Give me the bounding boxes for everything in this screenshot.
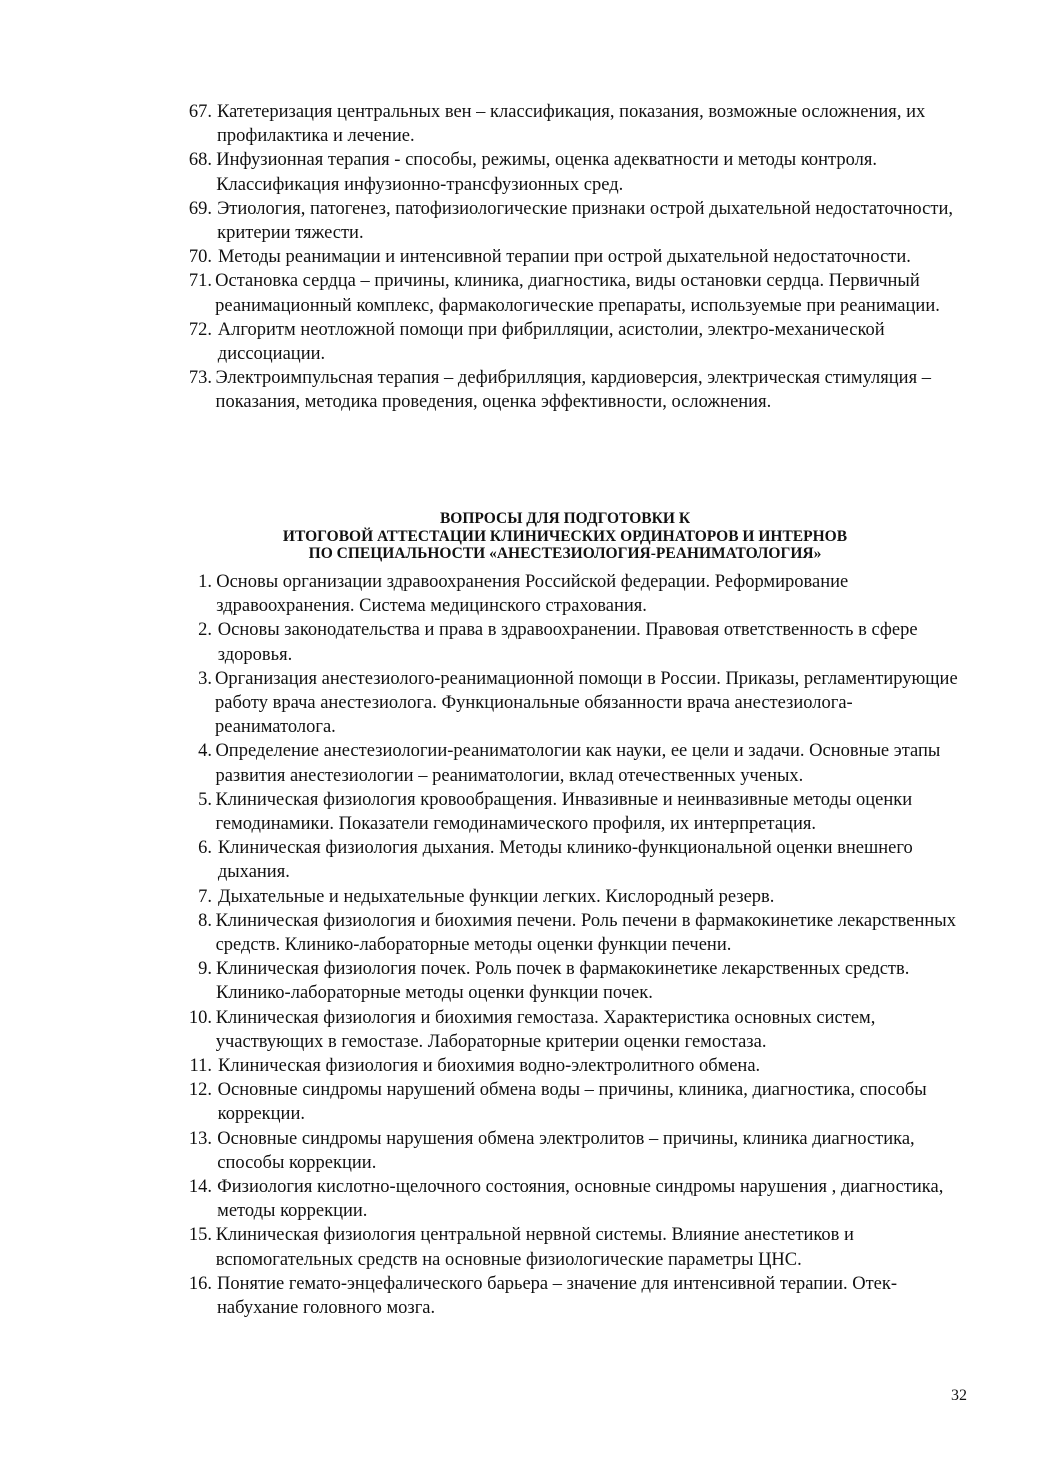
item-text: Инфузионная терапия - способы, режимы, оценка адекватности и методы контроля. Классификация инфузионно-трансфузионных сред. bbox=[216, 150, 877, 195]
item-number: 15. bbox=[188, 1225, 212, 1246]
list-item bbox=[170, 1127, 970, 1175]
item-text: Клиническая физиология центральной нервной системы. Влияние анестетиков и вспомогательных средств на основные физиологические параметры ЦНС. bbox=[215, 1225, 854, 1270]
item-text: Методы реанимации и интенсивной терапии при острой дыхательной недостаточности. bbox=[218, 247, 911, 268]
item-text: Клиническая физиология и биохимия гемостаза. Характеристика основных систем, участвующих в гемостазе. Лабораторные критерии оценки гемостаза. bbox=[215, 1007, 876, 1052]
list-item bbox=[170, 245, 970, 269]
list-item bbox=[170, 667, 970, 740]
list-item bbox=[170, 366, 970, 414]
item-number: 68. bbox=[188, 150, 212, 171]
item-number: 69. bbox=[188, 198, 212, 219]
page-number: 32 bbox=[951, 1387, 967, 1404]
item-number: 16. bbox=[188, 1273, 212, 1294]
item-number: 71. bbox=[188, 271, 212, 292]
list-item bbox=[170, 1054, 970, 1078]
item-text: Клиническая физиология и биохимия водно-электролитного обмена. bbox=[218, 1056, 761, 1077]
list-item bbox=[170, 197, 970, 245]
item-number: 3. bbox=[198, 668, 212, 689]
item-text: Остановка сердца – причины, клиника, диагностика, виды остановки сердца. Первичный реанимационный комплекс, фармакологические препараты, используемые при реанимации. bbox=[215, 271, 940, 316]
list-item bbox=[170, 836, 970, 884]
list-item bbox=[170, 885, 970, 909]
item-text: Основные синдромы нарушения обмена электролитов – причины, клиника диагностика, способы коррекции. bbox=[217, 1128, 915, 1173]
item-text: Клиническая физиология кровообращения. Инвазивные и неинвазивные методы оценки гемодинамики. Показатели гемодинамического профиля, их интерпретация. bbox=[215, 789, 913, 835]
question-list bbox=[170, 570, 970, 1320]
item-text: Клиническая физиология почек. Роль почек в фармакокинетике лекарственных средств. Клинико-лабораторные методы оценки функции почек. bbox=[215, 959, 910, 1004]
item-text: Физиология кислотно-щелочного состояния, основные синдромы нарушения , диагностика, методы коррекции. bbox=[217, 1177, 944, 1222]
item-number: 7. bbox=[198, 886, 212, 907]
list-item bbox=[170, 1006, 970, 1054]
item-text: Основы организации здравоохранения Российской федерации. Реформирование здравоохранения. Система медицинского страхования. bbox=[216, 572, 849, 617]
item-number: 2. bbox=[198, 620, 212, 641]
item-text: Основные синдромы нарушений обмена воды – причины, клиника, диагностика, способы коррекции. bbox=[217, 1080, 927, 1125]
heading-line: ПО СПЕЦИАЛЬНОСТИ «АНЕСТЕЗИОЛОГИЯ-РЕАНИМАТОЛОГИЯ» bbox=[308, 545, 822, 562]
item-text: Электроимпульсная терапия – дефибрилляция, кардиоверсия, электрическая стимуляция – показания, методика проведения, оценка эффективности, осложнения. bbox=[215, 368, 931, 413]
item-number: 70. bbox=[188, 247, 212, 268]
item-text: Катетеризация центральных вен – классификация, показания, возможные осложнения, их профилактика и лечение. bbox=[216, 102, 926, 147]
item-number: 13. bbox=[188, 1128, 212, 1149]
item-number: 8. bbox=[198, 910, 212, 931]
list-item bbox=[170, 148, 970, 196]
list-item bbox=[170, 1078, 970, 1126]
item-number: 9. bbox=[198, 959, 212, 980]
list-item bbox=[170, 1272, 970, 1320]
list-item bbox=[170, 100, 970, 148]
item-text: Организация анестезиолого-реанимационной помощи в России. Приказы, регламентирующие работу врача анестезиолога. Функциональные обязанности врача анестезиолога-реаниматолога. bbox=[215, 668, 958, 738]
list-item bbox=[170, 909, 970, 957]
item-number: 12. bbox=[188, 1080, 212, 1101]
list-item bbox=[170, 739, 970, 787]
item-text: Понятие гемато-энцефалического барьера – значение для интенсивной терапии. Отек-набухание головного мозга. bbox=[217, 1273, 898, 1319]
list-item bbox=[170, 618, 970, 666]
item-number: 4. bbox=[198, 741, 212, 762]
list-item bbox=[170, 1175, 970, 1223]
list-item bbox=[170, 957, 970, 1005]
question-list-continued bbox=[170, 100, 970, 415]
section-heading bbox=[170, 510, 960, 563]
item-text: Основы законодательства и права в здравоохранении. Правовая ответственность в сфере здоровья. bbox=[217, 620, 918, 665]
list-item bbox=[170, 1223, 970, 1271]
item-text: Клиническая физиология и биохимия печени. Роль печени в фармакокинетике лекарственных средств. Клинико-лабораторные методы оценки функции печени. bbox=[215, 910, 956, 956]
item-text: Этиология, патогенез, патофизиологические признаки острой дыхательной недостаточности, критерии тяжести. bbox=[217, 198, 953, 244]
heading-line: ИТОГОВОЙ АТТЕСТАЦИИ КЛИНИЧЕСКИХ ОРДИНАТОРОВ И ИНТЕРНОВ bbox=[282, 527, 848, 545]
list-item bbox=[170, 318, 970, 366]
list-item bbox=[170, 788, 970, 836]
item-number: 10. bbox=[188, 1007, 212, 1028]
item-text: Клиническая физиология дыхания. Методы клинико-функциональной оценки внешнего дыхания. bbox=[217, 838, 913, 883]
list-item bbox=[170, 570, 970, 618]
item-text: Алгоритм неотложной помощи при фибрилляции, асистолии, электро-механической диссоциации. bbox=[217, 319, 885, 365]
item-number: 14. bbox=[188, 1177, 212, 1198]
item-text: Дыхательные и недыхательные функции легких. Кислородный резерв. bbox=[218, 886, 775, 907]
item-number: 67. bbox=[188, 102, 212, 122]
heading-line: ВОПРОСЫ ДЛЯ ПОДГОТОВКИ К bbox=[439, 510, 691, 527]
item-text: Определение анестезиологии-реаниматологии как науки, ее цели и задачи. Основные этапы развития анестезиологии – реаниматологии, вклад отечественных ученых. bbox=[215, 741, 941, 786]
item-number: 72. bbox=[188, 319, 212, 340]
item-number: 73. bbox=[188, 368, 212, 389]
list-item bbox=[170, 269, 970, 317]
item-number: 5. bbox=[198, 789, 212, 810]
item-number: 1. bbox=[198, 572, 212, 592]
item-number: 6. bbox=[198, 838, 212, 859]
item-number: 11. bbox=[189, 1056, 212, 1077]
